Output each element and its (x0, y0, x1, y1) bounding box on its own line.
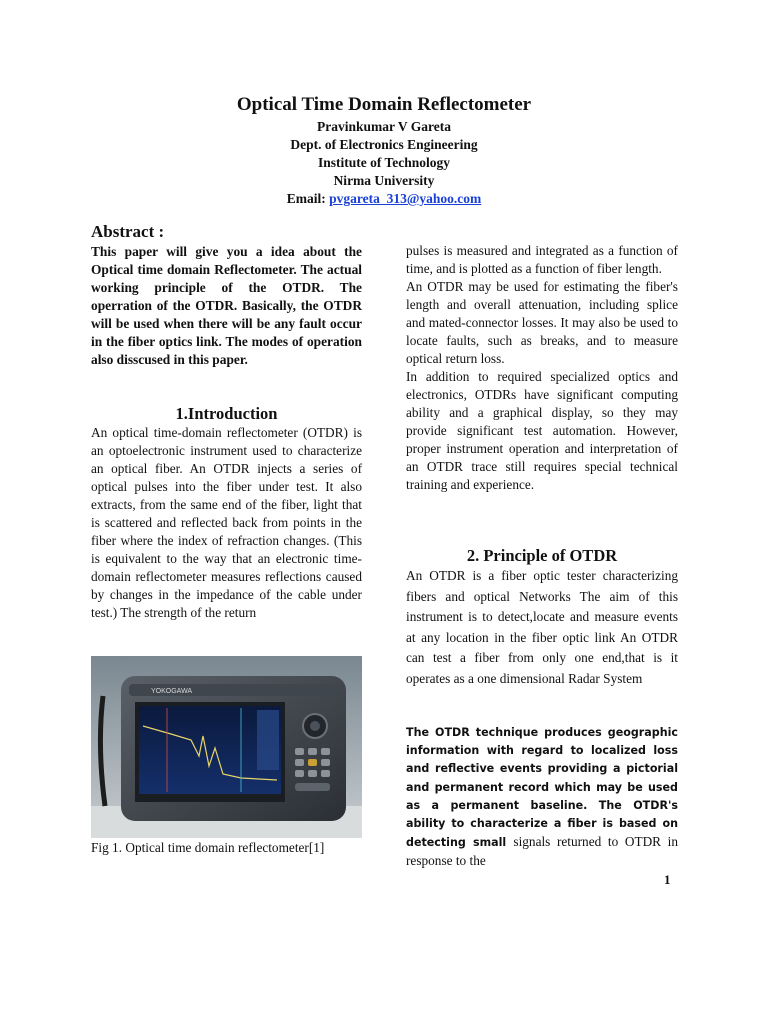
paper-header (0, 92, 768, 208)
introduction-body: An optical time-domain reflectometer (OTDR) is an optoelectronic instrument used to characterize an optical fiber. An OTDR injects a series of optical pulses into the fiber under test. It also extracts, from the same end of the fiber, light that is scattered and reflected back from points in the fiber where the index of refraction changes. (This is equivalent to the way that an electronic time-domain reflectometer measures reflections caused by changes in the impedance of the cable under test.) The strength of the return (91, 425, 362, 620)
right-column-text (406, 242, 678, 494)
abstract-body: This paper will give you a idea about the Optical time domain Reflectometer. The actual working principle of the OTDR. The operration of the OTDR. Basically, the OTDR will be used when there will be any fault occur in the fiber optics link. The modes of operation also disscused in this paper. (91, 244, 362, 367)
otdr-technique-tail: signals returned to OTDR in response to the (406, 834, 678, 869)
intro-paragraph-3: In addition to required specialized optics and electronics, OTDRs have significant computing ability and a graphical display, so they may provide significant test automation. However, proper instrument operation and interpretation of an OTDR trace still requires special technical training and experience. (406, 369, 678, 492)
abstract-heading: Abstract : (91, 222, 165, 241)
principle-heading: 2. Principle of OTDR (466, 546, 618, 565)
otdr-device-photo (91, 656, 362, 838)
page-number: 1 (664, 872, 671, 887)
email-label: Email: (286, 191, 326, 206)
otdr-technique-paragraph (406, 724, 678, 872)
email-link[interactable]: pvgareta_313@yahoo.com (329, 191, 482, 206)
otdr-technique-text: The OTDR technique produces geographic information with regard to localized loss and reflective events providing a pictorial and permanent record which may be used as a permanent baseline. The OTDR's ability to characterize a fiber is based on detecting small (406, 726, 678, 850)
intro-paragraph-2: An OTDR may be used for estimating the fiber's length and overall attenuation, including splice and mated-connector losses. It may also be used to locate faults, such as breaks, and to measure optical return loss. (406, 279, 678, 366)
principle-body: An OTDR is a fiber optic tester characterizing fibers and optical Networks The aim of this instrument is to detect,locate and measure events at any location in the fiber optic link An OTDR can test a fiber from only one end,that is it operates as a one dimensional Radar System (406, 568, 678, 686)
author-dept: Dept. of Electronics Engineering (290, 137, 478, 152)
author-name: Pravinkumar V Gareta (316, 119, 451, 134)
author-university: Nirma University (333, 173, 435, 188)
author-institute: Institute of Technology (317, 155, 451, 170)
figure-caption: Fig 1. Optical time domain reflectometer[1] (91, 840, 325, 855)
author-email-line (0, 190, 768, 208)
intro-continued-paragraph: pulses is measured and integrated as a function of time, and is plotted as a function of fiber length. (406, 243, 678, 276)
paper-title: Optical Time Domain Reflectometer (236, 94, 532, 115)
device-brand-label: YOKOGAWA (151, 688, 193, 695)
introduction-heading: 1.Introduction (175, 404, 278, 423)
